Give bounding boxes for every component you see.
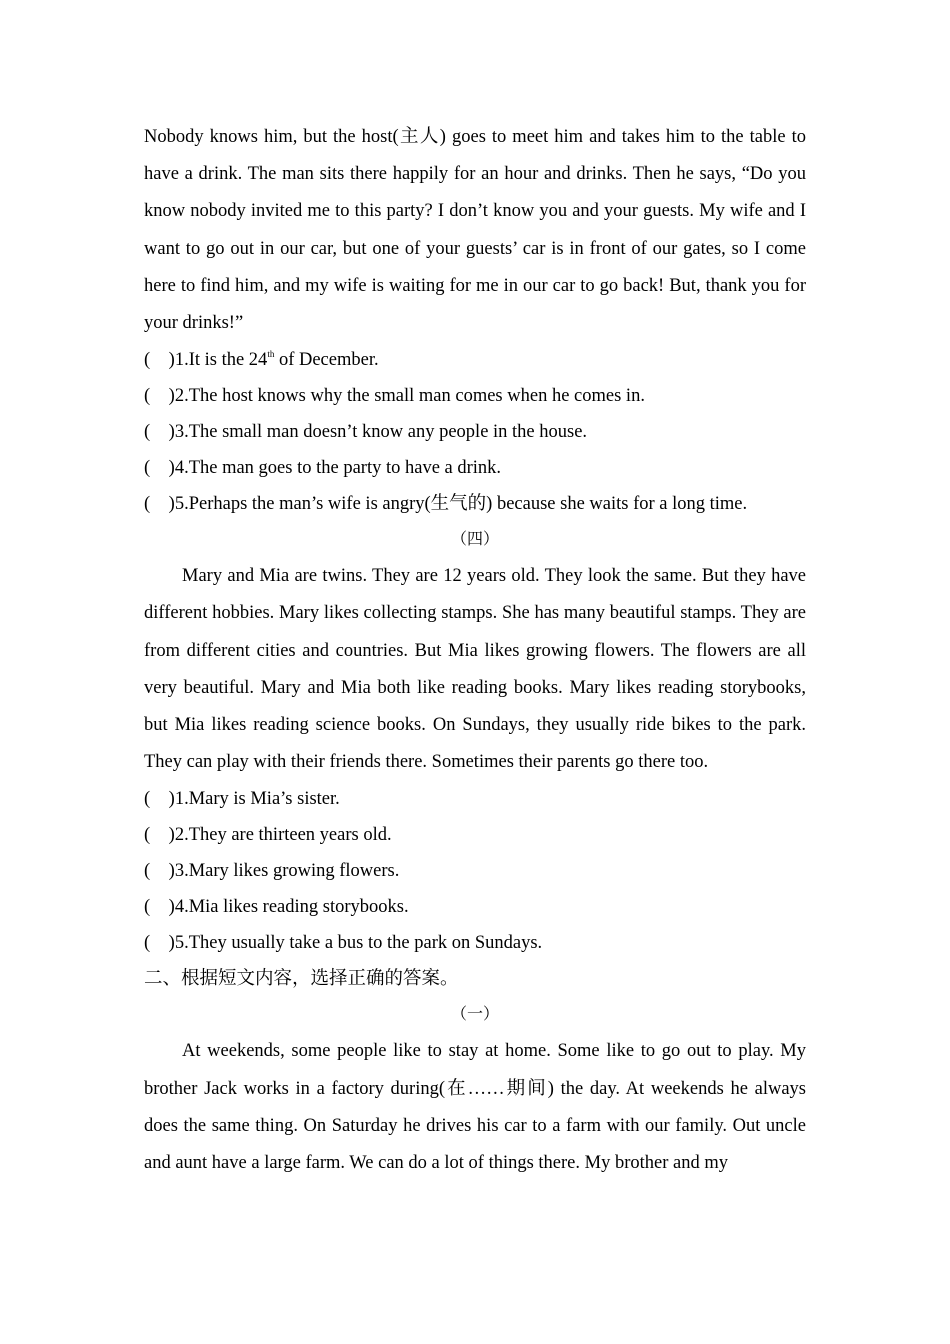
question-3-4: ( )4.The man goes to the party to have a drink.: [144, 458, 502, 479]
question-4-1: ( )1.Mary is Mia’s sister.: [144, 789, 340, 810]
question-4-3: ( )3.Mary likes growing flowers.: [144, 861, 400, 882]
question-3-3: ( )3.The small man doesn’t know any people in the house.: [144, 422, 588, 443]
question-4-4: ( )4.Mia likes reading storybooks.: [144, 897, 409, 918]
part-2-passage-1: At weekends, some people like to stay at home. Some like to go out to play. My brother Jack works in a factory during(在……期间) the day. At weekends he always does the same thing. On Saturday he drives his car to a farm with our family. Out uncle and aunt have a large farm. We can do a lot of things there. My brother and my: [144, 1041, 806, 1174]
passage-3-continuation: Nobody knows him, but the host(主人) goes to meet him and takes him to the table to have a drink. The man sits there happily for an hour and drinks. Then he says, “Do you know nobody invited me to this party? I don’t know you and your guests. My wife and I want to go out in our car, but one of your guests’ car is in front of our gates, so I come here to find him, and my wife is waiting for me in our car to go back! But, thank you for your drinks!”: [144, 127, 806, 334]
document-page: [144, 119, 806, 1182]
question-3-5: ( )5.Perhaps the man’s wife is angry(生气的) because she waits for a long time.: [144, 494, 748, 515]
question-4-2: ( )2.They are thirteen years old.: [144, 825, 392, 846]
question-3-1: ( )1.It is the 24th of December.: [144, 349, 379, 371]
question-4-5: ( )5.They usually take a bus to the park on Sundays.: [144, 933, 543, 954]
section-4-heading: （四）: [450, 531, 499, 549]
part-2-title: 二、根据短文内容，选择正确的答案。: [144, 969, 459, 990]
passage-4: Mary and Mia are twins. They are 12 years old. They look the same. But they have different hobbies. Mary likes collecting stamps. She has many beautiful stamps. They are from different cities and countries. But Mia likes growing flowers. The flowers are all very beautiful. Mary and Mia both like reading books. Mary likes reading storybooks, but Mia likes reading science books. On Sundays, they usually ride bikes to the park. They can play with their friends there. Sometimes their parents go there too.: [144, 566, 806, 773]
question-3-2: ( )2.The host knows why the small man comes when he comes in.: [144, 386, 645, 407]
part-2-section-1-heading: （一）: [450, 1006, 499, 1024]
